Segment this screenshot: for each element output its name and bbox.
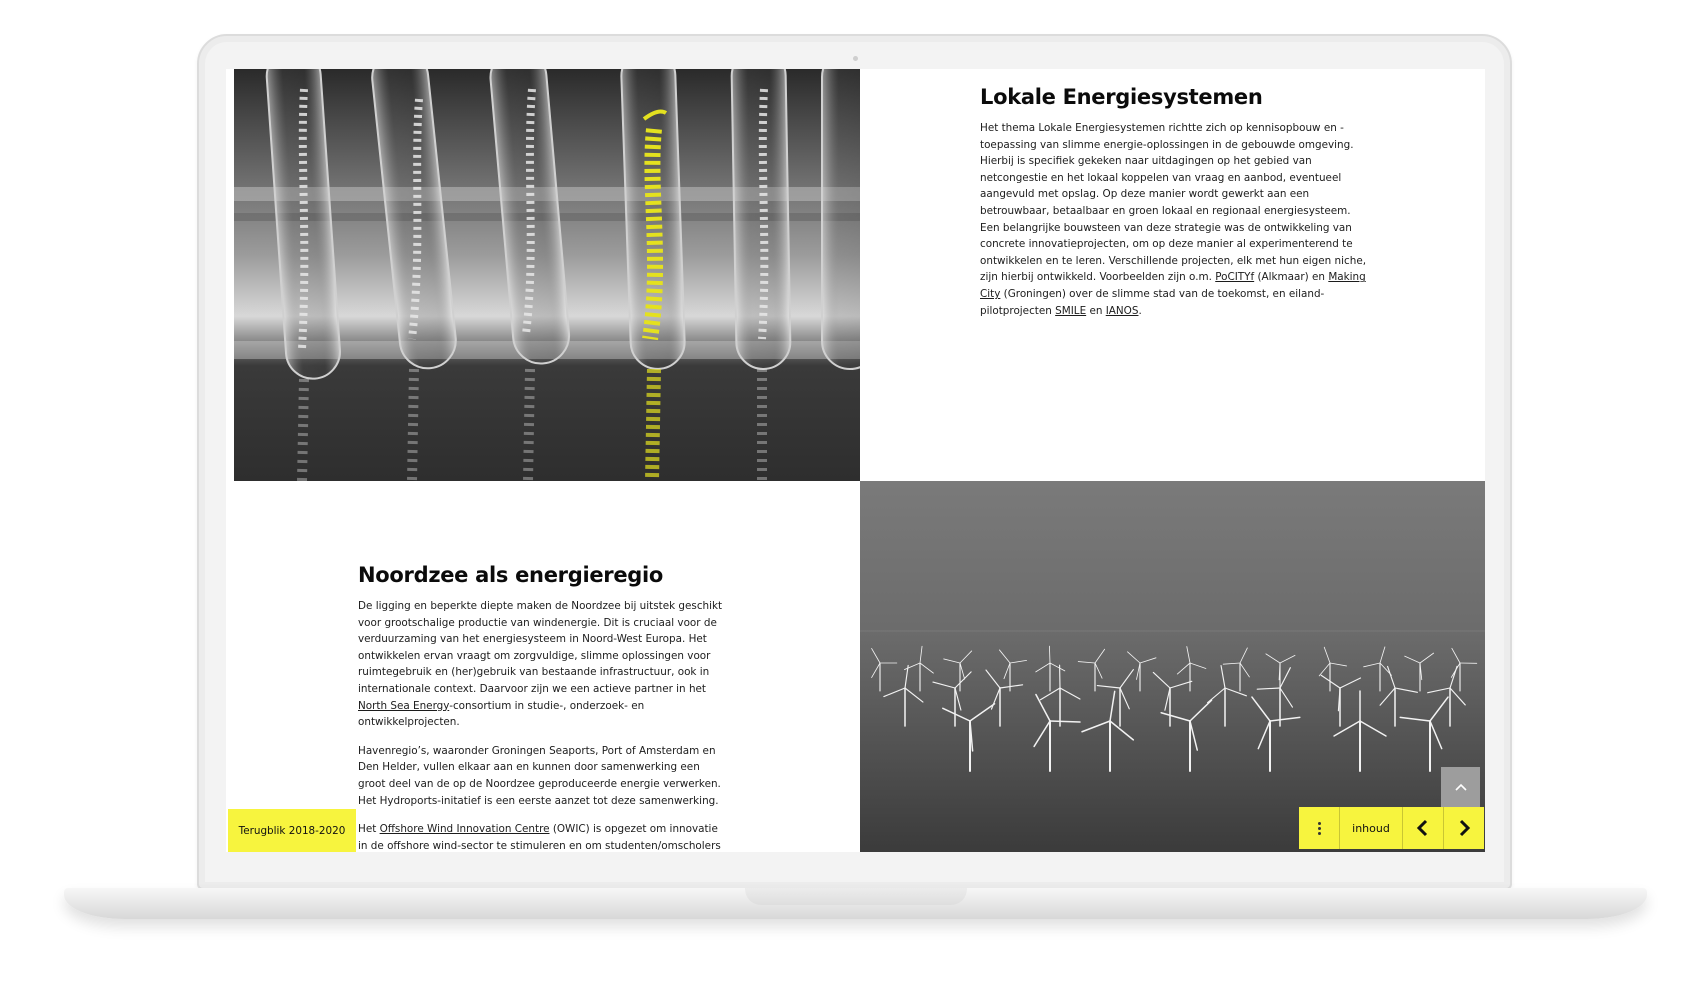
link-pocityf[interactable]: PoCITYf: [1215, 271, 1255, 284]
text-span: en: [1086, 304, 1106, 317]
text-span: (Alkmaar) en: [1254, 271, 1329, 284]
section-paragraph: [358, 821, 730, 852]
link-making-city[interactable]: Making City: [980, 271, 1366, 300]
text-span: (OWIC) is opgezet om innovatie in de offshore wind-sector te stimuleren en om studenten/omscholers: [358, 823, 721, 852]
section-title: Lokale Energiesystemen: [980, 85, 1263, 109]
section-lokale-energiesystemen: [980, 85, 1370, 331]
test-tubes-photo: [234, 69, 860, 481]
link-smile[interactable]: SMILE: [1055, 304, 1087, 317]
scroll-up-button[interactable]: [1441, 767, 1480, 807]
screen: [226, 69, 1485, 852]
section-paragraph: Havenregio’s, waaronder Groningen Seaports, Port of Amsterdam en Den Helder, vullen elkaar aan en kunnen door samenwerking een groot deel van de op de Noordzee geproduceerde energie verwerken. Het Hydroports-initatief is een eerste aanzet tot deze samenwerking.: [358, 744, 721, 807]
link-ianos[interactable]: IANOS: [1105, 304, 1139, 317]
section-paragraph: [358, 598, 730, 731]
text-span: Het: [358, 823, 380, 836]
offshore-wind-farm-photo: [860, 481, 1485, 852]
section-title: Noordzee als energieregio: [358, 563, 664, 587]
vertical-dots-icon: [1318, 820, 1321, 837]
text-span: .: [1138, 304, 1142, 317]
chevron-up-icon: [1454, 782, 1468, 792]
page-navigation: [1299, 807, 1484, 849]
laptop-notch: [745, 888, 967, 905]
section-paragraph: [980, 120, 1370, 319]
chevron-left-icon: [1416, 818, 1430, 838]
previous-page-button[interactable]: [1402, 807, 1443, 849]
text-span: (Groningen) over de slimme stad van de toekomst, en eiland-pilotprojecten: [980, 287, 1325, 317]
laptop-camera: [853, 56, 858, 61]
text-span: -consortium in studie-, onderzoek- en ontwikkelprojecten.: [358, 699, 645, 729]
section-noordzee: [358, 563, 730, 852]
chevron-right-icon: [1457, 818, 1471, 838]
link-north-sea-energy[interactable]: North Sea Energy: [358, 699, 450, 712]
text-span: De ligging en beperkte diepte maken de Noordzee bij uitstek geschikt voor grootschalige productie van windenergie. Dit is cruciaal voor de verduurzaming van het energiesysteem in Noord-West Europa. Het ontwikkelen ervan vraagt om zorgvuldige, slimme oplossingen voor ruimtegebruik en (her)gebruik van bestaande infrastructuur, ook in internationale context. Daarvoor zijn we een actieve partner in het: [358, 600, 723, 695]
terugblik-badge[interactable]: Terugblik 2018-2020: [228, 809, 356, 852]
inhoud-button[interactable]: inhoud: [1339, 807, 1402, 849]
menu-button[interactable]: [1299, 807, 1339, 849]
link-owic[interactable]: Offshore Wind Innovation Centre: [379, 823, 550, 836]
next-page-button[interactable]: [1443, 807, 1484, 849]
text-span: Het thema Lokale Energiesystemen richtte zich op kennisopbouw en -toepassing van slimme energie-oplossingen in de gebouwde omgeving. Hierbij is specifiek gekeken naar uitdagingen op het gebied van netcongestie en het lokaal koppelen van vraag en aanbod, eventueel aangevuld met opslag. Op deze manier wordt gewerkt aan een betrouwbaar, betaalbaar en groen lokaal en regionaal energiesysteem. Een belangrijke bouwsteen van deze strategie was de ontwikkeling van concrete innovatieprojecten, om op deze manier al experimenterend te ontwikkelen en te leren. Verschillende projecten, elk met hun eigen niche, zijn hierbij ontwikkeld. Voorbeelden zijn o.m.: [980, 122, 1367, 284]
